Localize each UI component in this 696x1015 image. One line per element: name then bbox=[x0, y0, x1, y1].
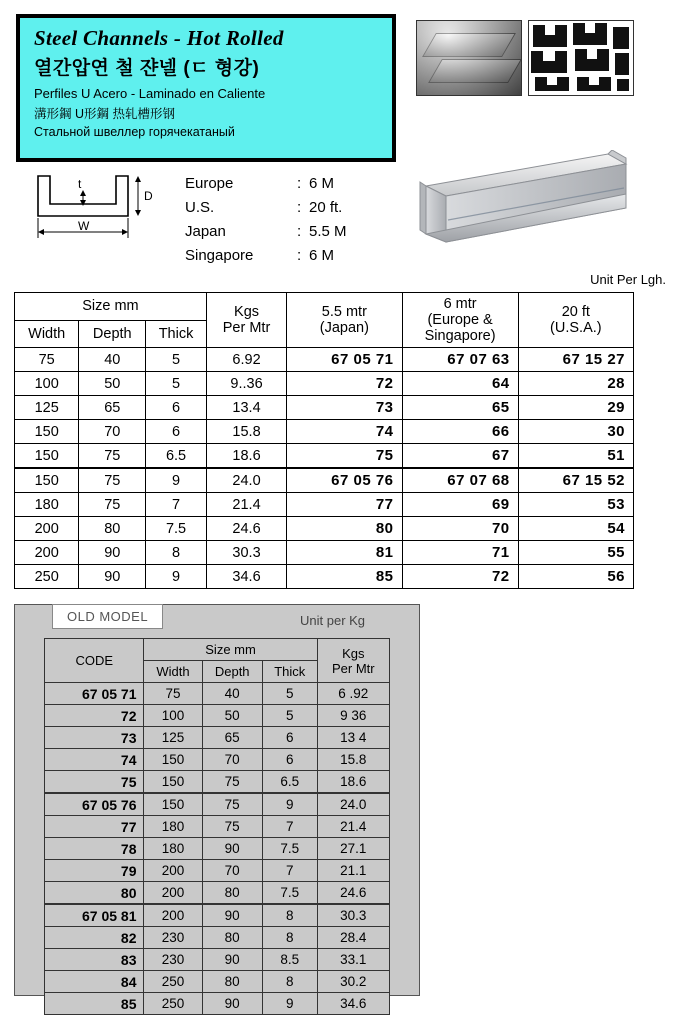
table-row bbox=[15, 372, 634, 396]
cell-code: 67 05 81 bbox=[45, 904, 144, 927]
title-russian: Стальной швеллер горячекатаный bbox=[34, 125, 235, 139]
cell-depth: 70 bbox=[202, 860, 262, 882]
unit-per-length-caption: Unit Per Lgh. bbox=[590, 272, 666, 287]
cell-thick: 9 bbox=[146, 468, 207, 493]
cell-depth: 75 bbox=[79, 444, 146, 469]
header-kgs-line1: Kgs bbox=[342, 645, 365, 661]
old-model-label: OLD MODEL bbox=[52, 604, 163, 629]
cell-code-europe: 64 bbox=[402, 372, 518, 396]
header-code: CODE bbox=[45, 639, 144, 683]
cell-thick: 8.5 bbox=[262, 949, 317, 971]
cell-code-europe: 66 bbox=[402, 420, 518, 444]
cell-code-japan: 67 05 71 bbox=[287, 348, 402, 372]
dimension-diagram bbox=[20, 170, 180, 250]
cell-width: 100 bbox=[144, 705, 202, 727]
cell-code: 74 bbox=[45, 749, 144, 771]
cell-depth: 90 bbox=[79, 565, 146, 589]
cell-thick: 7.5 bbox=[262, 882, 317, 905]
cell-code: 67 05 76 bbox=[45, 793, 144, 816]
table-row bbox=[45, 838, 390, 860]
cell-code-europe: 69 bbox=[402, 493, 518, 517]
cell-code: 83 bbox=[45, 949, 144, 971]
cell-thick: 8 bbox=[262, 904, 317, 927]
title-japanese-chinese: 溝形鋼 U形鋼 热轧槽形钢 bbox=[34, 107, 175, 121]
cell-width: 180 bbox=[144, 838, 202, 860]
length-row bbox=[185, 244, 347, 268]
cell-code-japan: 80 bbox=[287, 517, 402, 541]
main-specification-table bbox=[14, 292, 634, 589]
cell-width: 125 bbox=[144, 727, 202, 749]
old-model-table bbox=[44, 638, 390, 1015]
cell-code: 67 05 71 bbox=[45, 683, 144, 705]
cell-thick: 5 bbox=[146, 372, 207, 396]
cell-kgs: 28.4 bbox=[317, 927, 389, 949]
cell-code-japan: 81 bbox=[287, 541, 402, 565]
cell-width: 150 bbox=[15, 444, 79, 469]
cell-depth: 90 bbox=[79, 541, 146, 565]
cell-depth: 40 bbox=[202, 683, 262, 705]
cell-code-japan: 85 bbox=[287, 565, 402, 589]
header-thick: Thick bbox=[262, 661, 317, 683]
length-country: Japan bbox=[185, 223, 226, 240]
cell-width: 250 bbox=[144, 971, 202, 993]
cell-kgs: 30.3 bbox=[317, 904, 389, 927]
cell-depth: 80 bbox=[202, 927, 262, 949]
title-spanish: Perfiles U Acero - Laminado en Caliente bbox=[34, 86, 266, 101]
main-table bbox=[14, 292, 634, 589]
cell-width: 150 bbox=[15, 468, 79, 493]
table-row bbox=[45, 860, 390, 882]
cell-kgs: 24.0 bbox=[206, 468, 286, 493]
header-europe-line3: Singapore) bbox=[424, 328, 496, 344]
length-value: 5.5 M bbox=[309, 223, 347, 240]
cell-width: 180 bbox=[144, 816, 202, 838]
title-english: Steel Channels - Hot Rolled bbox=[34, 26, 284, 50]
cell-width: 200 bbox=[144, 860, 202, 882]
header-europe-line2: (Europe & bbox=[427, 312, 493, 328]
cell-thick: 6 bbox=[262, 727, 317, 749]
header-japan-line2: (Japan) bbox=[319, 320, 369, 336]
photo-channel-pair bbox=[416, 20, 522, 96]
length-separator: : bbox=[297, 247, 302, 264]
cell-kgs: 24.6 bbox=[317, 882, 389, 905]
length-country: Singapore bbox=[185, 247, 254, 264]
cell-depth: 65 bbox=[202, 727, 262, 749]
cell-width: 250 bbox=[15, 565, 79, 589]
cell-code-japan: 74 bbox=[287, 420, 402, 444]
old-table-body bbox=[45, 683, 390, 1015]
main-table-header-row-1 bbox=[15, 293, 634, 321]
cell-width: 75 bbox=[144, 683, 202, 705]
cell-code: 73 bbox=[45, 727, 144, 749]
unit-per-kg-caption: Unit per Kg bbox=[300, 613, 366, 628]
table-row bbox=[15, 348, 634, 372]
cell-code-europe: 67 07 63 bbox=[402, 348, 518, 372]
cell-kgs: 27.1 bbox=[317, 838, 389, 860]
channel-3d-graphic bbox=[412, 150, 636, 268]
cell-thick: 6.5 bbox=[262, 771, 317, 794]
cell-kgs: 18.6 bbox=[206, 444, 286, 469]
table-row bbox=[45, 793, 390, 816]
cell-kgs: 6 .92 bbox=[317, 683, 389, 705]
header-size-mm: Size mm bbox=[15, 293, 207, 321]
header-kgs-per-mtr bbox=[317, 639, 389, 683]
cell-depth: 75 bbox=[202, 771, 262, 794]
cell-thick: 6 bbox=[146, 396, 207, 420]
header-width: Width bbox=[15, 320, 79, 348]
table-row bbox=[15, 444, 634, 469]
cell-width: 230 bbox=[144, 927, 202, 949]
cell-thick: 6 bbox=[146, 420, 207, 444]
cell-kgs: 21.4 bbox=[206, 493, 286, 517]
old-table-header-row-1 bbox=[45, 639, 390, 661]
length-separator: : bbox=[297, 175, 302, 192]
cell-thick: 5 bbox=[262, 705, 317, 727]
cell-depth: 50 bbox=[202, 705, 262, 727]
cell-kgs: 30.2 bbox=[317, 971, 389, 993]
cell-kgs: 15.8 bbox=[317, 749, 389, 771]
length-country: Europe bbox=[185, 175, 234, 192]
length-separator: : bbox=[297, 199, 302, 216]
header-kgs-per-mtr bbox=[206, 293, 286, 348]
table-row bbox=[45, 727, 390, 749]
cell-code: 72 bbox=[45, 705, 144, 727]
table-row bbox=[15, 541, 634, 565]
cell-thick: 5 bbox=[262, 683, 317, 705]
header-japan bbox=[287, 293, 402, 348]
cell-width: 75 bbox=[15, 348, 79, 372]
header-europe-singapore bbox=[402, 293, 518, 348]
table-row bbox=[45, 816, 390, 838]
cell-kgs: 9 36 bbox=[317, 705, 389, 727]
cell-thick: 8 bbox=[262, 927, 317, 949]
cell-code-japan: 67 05 76 bbox=[287, 468, 402, 493]
header-size-mm: Size mm bbox=[144, 639, 317, 661]
cell-kgs: 24.6 bbox=[206, 517, 286, 541]
cell-width: 250 bbox=[144, 993, 202, 1015]
cell-code: 85 bbox=[45, 993, 144, 1015]
channel-stack-graphic bbox=[529, 21, 633, 95]
cell-width: 200 bbox=[144, 904, 202, 927]
cell-depth: 50 bbox=[79, 372, 146, 396]
cell-code-usa: 55 bbox=[518, 541, 633, 565]
cell-code: 79 bbox=[45, 860, 144, 882]
cell-width: 200 bbox=[15, 541, 79, 565]
cell-depth: 80 bbox=[79, 517, 146, 541]
cell-kgs: 21.1 bbox=[317, 860, 389, 882]
length-separator: : bbox=[297, 223, 302, 240]
table-row bbox=[45, 971, 390, 993]
cell-width: 125 bbox=[15, 396, 79, 420]
cell-depth: 90 bbox=[202, 949, 262, 971]
cell-kgs: 13 4 bbox=[317, 727, 389, 749]
cell-code-usa: 51 bbox=[518, 444, 633, 469]
old-table-head bbox=[45, 639, 390, 683]
length-row bbox=[185, 196, 347, 220]
header-japan-line1: 5.5 mtr bbox=[321, 304, 367, 320]
cell-code-europe: 67 bbox=[402, 444, 518, 469]
cell-code-japan: 77 bbox=[287, 493, 402, 517]
cell-thick: 7.5 bbox=[262, 838, 317, 860]
cell-depth: 40 bbox=[79, 348, 146, 372]
cell-depth: 80 bbox=[202, 882, 262, 905]
cell-depth: 65 bbox=[79, 396, 146, 420]
length-row bbox=[185, 220, 347, 244]
header-depth: Depth bbox=[79, 320, 146, 348]
main-table-body bbox=[15, 348, 634, 589]
diagram-label-D: D bbox=[144, 189, 153, 203]
cell-thick: 8 bbox=[146, 541, 207, 565]
table-row bbox=[15, 565, 634, 589]
table-row bbox=[45, 993, 390, 1015]
cell-depth: 75 bbox=[79, 468, 146, 493]
cell-code-usa: 56 bbox=[518, 565, 633, 589]
cell-code: 78 bbox=[45, 838, 144, 860]
cell-code: 77 bbox=[45, 816, 144, 838]
header-kgs-line1: Kgs bbox=[234, 304, 260, 320]
table-row bbox=[45, 683, 390, 705]
cell-width: 180 bbox=[15, 493, 79, 517]
header-europe-line1: 6 mtr bbox=[443, 296, 477, 312]
cell-thick: 8 bbox=[262, 971, 317, 993]
header-width: Width bbox=[144, 661, 202, 683]
cell-thick: 5 bbox=[146, 348, 207, 372]
table-row bbox=[45, 705, 390, 727]
cell-thick: 6.5 bbox=[146, 444, 207, 469]
table-row bbox=[45, 771, 390, 794]
length-value: 6 M bbox=[309, 175, 335, 192]
cell-code: 80 bbox=[45, 882, 144, 905]
main-table-head bbox=[15, 293, 634, 348]
cell-width: 150 bbox=[15, 420, 79, 444]
header-usa-line1: 20 ft bbox=[561, 304, 590, 320]
cell-width: 200 bbox=[144, 882, 202, 905]
cell-kgs: 9..36 bbox=[206, 372, 286, 396]
photo-channel-3d bbox=[412, 150, 636, 268]
table-row bbox=[15, 468, 634, 493]
cell-thick: 7 bbox=[262, 860, 317, 882]
cell-code-usa: 54 bbox=[518, 517, 633, 541]
cell-width: 230 bbox=[144, 949, 202, 971]
cell-code-europe: 65 bbox=[402, 396, 518, 420]
cell-code-europe: 72 bbox=[402, 565, 518, 589]
header-kgs-line2: Per Mtr bbox=[331, 660, 375, 676]
cell-code-usa: 53 bbox=[518, 493, 633, 517]
cell-code-usa: 30 bbox=[518, 420, 633, 444]
cell-thick: 7 bbox=[262, 816, 317, 838]
cell-kgs: 18.6 bbox=[317, 771, 389, 794]
title-korean: 열간압연 철 쟌넬 (ㄷ 형강) bbox=[34, 58, 260, 79]
length-value: 20 ft. bbox=[309, 199, 343, 216]
cell-thick: 6 bbox=[262, 749, 317, 771]
cell-kgs: 34.6 bbox=[317, 993, 389, 1015]
cell-kgs: 30.3 bbox=[206, 541, 286, 565]
cell-width: 200 bbox=[15, 517, 79, 541]
header-usa bbox=[518, 293, 633, 348]
photo-channel-stack bbox=[528, 20, 634, 96]
length-country: U.S. bbox=[185, 199, 215, 216]
cell-depth: 80 bbox=[202, 971, 262, 993]
cell-code: 84 bbox=[45, 971, 144, 993]
cell-code-japan: 72 bbox=[287, 372, 402, 396]
cell-thick: 9 bbox=[262, 993, 317, 1015]
cell-code-europe: 67 07 68 bbox=[402, 468, 518, 493]
table-row bbox=[45, 749, 390, 771]
header-thick: Thick bbox=[146, 320, 207, 348]
cell-kgs: 6.92 bbox=[206, 348, 286, 372]
table-row bbox=[15, 493, 634, 517]
cell-code-usa: 67 15 52 bbox=[518, 468, 633, 493]
title-box bbox=[16, 14, 396, 162]
header-depth: Depth bbox=[202, 661, 262, 683]
cell-code-usa: 67 15 27 bbox=[518, 348, 633, 372]
cell-thick: 9 bbox=[262, 793, 317, 816]
old-model-table-wrap bbox=[44, 638, 390, 1015]
cell-kgs: 34.6 bbox=[206, 565, 286, 589]
table-row bbox=[45, 882, 390, 905]
table-row bbox=[15, 420, 634, 444]
cell-width: 100 bbox=[15, 372, 79, 396]
header-usa-line2: (U.S.A.) bbox=[550, 320, 602, 336]
header-kgs-line2: Per Mtr bbox=[222, 320, 271, 336]
cell-depth: 70 bbox=[79, 420, 146, 444]
length-row bbox=[185, 172, 347, 196]
cell-code-usa: 29 bbox=[518, 396, 633, 420]
cell-depth: 90 bbox=[202, 838, 262, 860]
table-row bbox=[45, 927, 390, 949]
cell-code-europe: 70 bbox=[402, 517, 518, 541]
length-value: 6 M bbox=[309, 247, 335, 264]
cell-code: 82 bbox=[45, 927, 144, 949]
cell-kgs: 13.4 bbox=[206, 396, 286, 420]
diagram-label-W: W bbox=[78, 219, 90, 233]
cell-kgs: 21.4 bbox=[317, 816, 389, 838]
cell-depth: 75 bbox=[79, 493, 146, 517]
cell-code: 75 bbox=[45, 771, 144, 794]
table-row bbox=[15, 396, 634, 420]
cell-depth: 70 bbox=[202, 749, 262, 771]
table-row bbox=[45, 904, 390, 927]
cell-code-europe: 71 bbox=[402, 541, 518, 565]
channel-cross-section bbox=[20, 170, 180, 250]
cell-code-usa: 28 bbox=[518, 372, 633, 396]
table-row bbox=[15, 517, 634, 541]
cell-thick: 7.5 bbox=[146, 517, 207, 541]
cell-kgs: 24.0 bbox=[317, 793, 389, 816]
cell-width: 150 bbox=[144, 749, 202, 771]
cell-width: 150 bbox=[144, 771, 202, 794]
standard-lengths-list bbox=[185, 172, 347, 268]
cell-width: 150 bbox=[144, 793, 202, 816]
cell-depth: 90 bbox=[202, 904, 262, 927]
diagram-label-t: t bbox=[78, 177, 82, 191]
cell-thick: 9 bbox=[146, 565, 207, 589]
cell-kgs: 15.8 bbox=[206, 420, 286, 444]
cell-depth: 75 bbox=[202, 793, 262, 816]
cell-code-japan: 75 bbox=[287, 444, 402, 469]
cell-kgs: 33.1 bbox=[317, 949, 389, 971]
table-row bbox=[45, 949, 390, 971]
cell-thick: 7 bbox=[146, 493, 207, 517]
cell-depth: 90 bbox=[202, 993, 262, 1015]
cell-code-japan: 73 bbox=[287, 396, 402, 420]
cell-depth: 75 bbox=[202, 816, 262, 838]
